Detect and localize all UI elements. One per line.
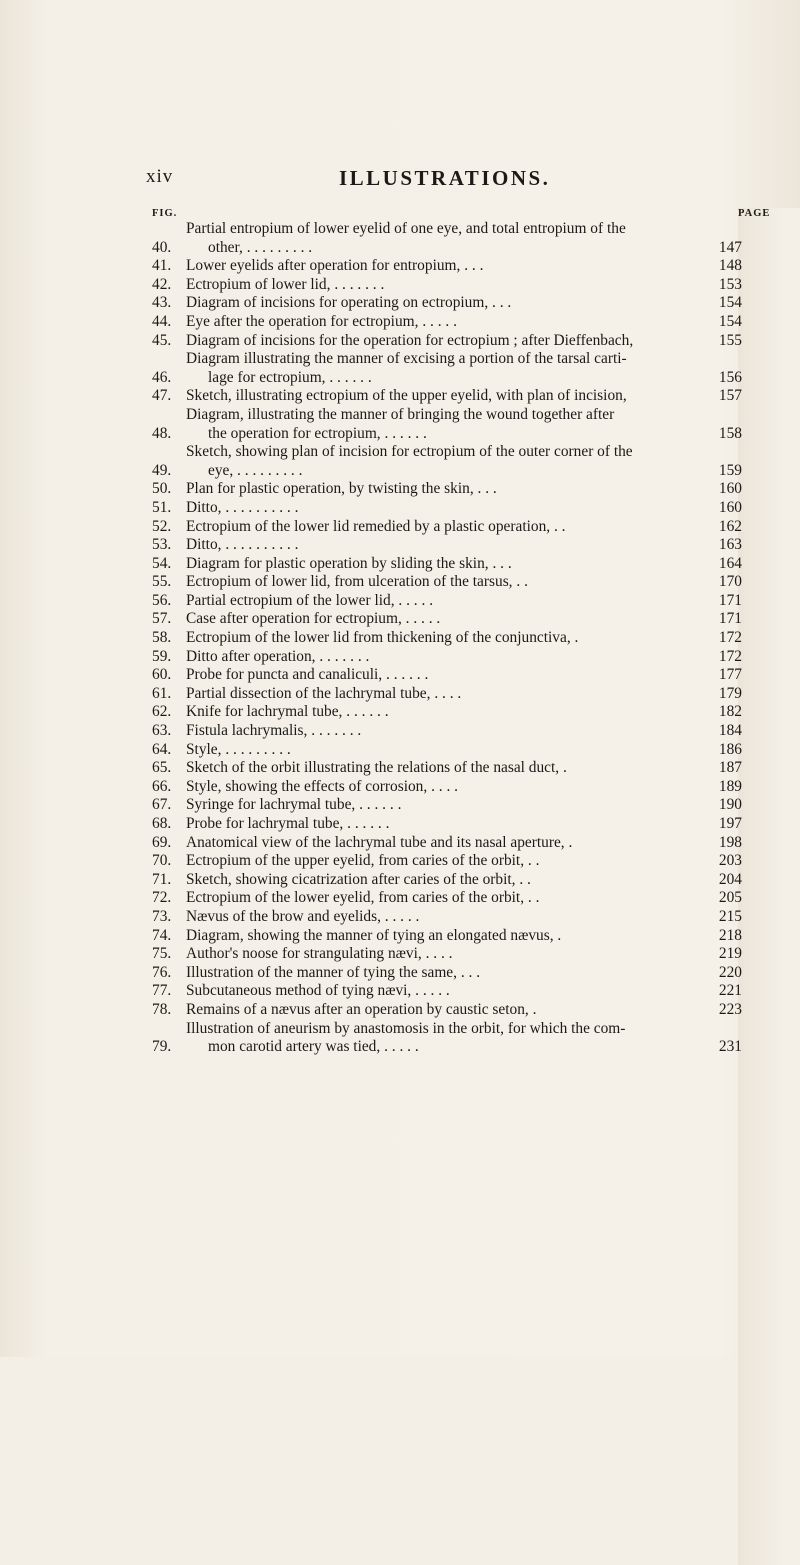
- caption-line: Ectropium of the lower lid remedied by a plastic operation, . .: [186, 517, 566, 535]
- page-reference: 163: [718, 536, 742, 554]
- figure-caption: [186, 257, 700, 276]
- caption-line: Diagram, showing the manner of tying an elongated nævus, .: [186, 926, 562, 944]
- figure-number: 48.: [152, 424, 172, 442]
- list-item: [152, 982, 742, 1001]
- page-reference: 179: [718, 684, 742, 702]
- caption-line: Ectropium of the lower eyelid, from caries of the orbit, . .: [186, 889, 540, 907]
- figure-number: 42.: [152, 275, 172, 293]
- page-reference: 220: [718, 963, 742, 981]
- caption-line: Style, . . . . . . . . .: [186, 740, 291, 758]
- page-reference: 223: [718, 1000, 742, 1018]
- figure-number: 78.: [152, 1000, 172, 1018]
- list-item: [152, 480, 742, 499]
- caption-line: Remains of a nævus after an operation by caustic seton, .: [186, 1000, 537, 1018]
- caption-line: Syringe for lachrymal tube, . . . . . .: [186, 796, 402, 814]
- illustrations-list: [152, 220, 742, 1057]
- figure-caption: [186, 350, 700, 387]
- list-item: [152, 703, 742, 722]
- figure-number: 52.: [152, 517, 172, 535]
- caption-line: Ectropium of the upper eyelid, from caries of the orbit, . .: [186, 852, 540, 870]
- figure-caption: [186, 648, 700, 667]
- figure-number: 67.: [152, 796, 172, 814]
- figure-caption: [186, 945, 700, 964]
- figure-number: 41.: [152, 257, 172, 275]
- figure-number: 43.: [152, 294, 172, 312]
- list-item: [152, 313, 742, 332]
- page-reference: 154: [718, 312, 742, 330]
- page-reference: 219: [718, 945, 742, 963]
- caption-line: Style, showing the effects of corrosion, . . . .: [186, 777, 458, 795]
- list-item: [152, 666, 742, 685]
- caption-line: Illustration of aneurism by anastomosis in the orbit, for which the com-: [186, 1019, 626, 1037]
- list-item: [152, 555, 742, 574]
- list-item: [152, 518, 742, 537]
- page-reference: 157: [718, 387, 742, 405]
- figure-caption: [186, 387, 700, 406]
- figure-number: 45.: [152, 331, 172, 349]
- page-reference: 170: [718, 573, 742, 591]
- page-reference: 186: [718, 740, 742, 758]
- page-reference: 156: [718, 368, 742, 386]
- figure-number: 56.: [152, 591, 172, 609]
- page-reference: 158: [718, 424, 742, 442]
- figure-number: 51.: [152, 498, 172, 516]
- figure-number: 64.: [152, 740, 172, 758]
- page-reference: 159: [718, 461, 742, 479]
- page-reference: 190: [718, 796, 742, 814]
- list-item: [152, 778, 742, 797]
- figure-number: 72.: [152, 889, 172, 907]
- figure-number: 50.: [152, 480, 172, 498]
- caption-line: Diagram for plastic operation by sliding the skin, . . .: [186, 554, 512, 572]
- page-reference: 147: [718, 238, 742, 256]
- list-item: [152, 592, 742, 611]
- figure-caption: [186, 908, 700, 927]
- figure-caption: [186, 480, 700, 499]
- figure-caption: [186, 815, 700, 834]
- list-item: [152, 629, 742, 648]
- page-reference: 203: [718, 852, 742, 870]
- running-head: ILLUSTRATIONS.: [339, 166, 551, 190]
- caption-line: Diagram of incisions for operating on ectropium, . . .: [186, 294, 512, 312]
- figure-number: 62.: [152, 703, 172, 721]
- page-column-heading: PAGE: [738, 208, 800, 1565]
- page-reference: 198: [718, 833, 742, 851]
- figure-caption: [186, 982, 700, 1001]
- list-item: [152, 834, 742, 853]
- list-item: [152, 573, 742, 592]
- list-item: [152, 722, 742, 741]
- figure-caption: [186, 294, 700, 313]
- page-reference: 160: [718, 498, 742, 516]
- caption-line: Sketch, showing plan of incision for ectropium of the outer corner of the: [186, 443, 633, 461]
- page-reference: 231: [718, 1038, 742, 1056]
- figure-caption: [186, 703, 700, 722]
- figure-number: 74.: [152, 926, 172, 944]
- figure-caption: [186, 610, 700, 629]
- caption-line: Subcutaneous method of tying nævi, . . . . .: [186, 982, 450, 1000]
- list-item: [152, 759, 742, 778]
- page-reference: 172: [718, 629, 742, 647]
- list-item: [152, 889, 742, 908]
- caption-line: Eye after the operation for ectropium, . . . . .: [186, 312, 457, 330]
- caption-line: Ditto, . . . . . . . . . .: [186, 498, 299, 516]
- figure-number: 58.: [152, 629, 172, 647]
- caption-line: Diagram of incisions for the operation for ectropium ; after Dieffenbach,: [186, 331, 634, 349]
- figure-caption: [186, 759, 700, 778]
- figure-number: 55.: [152, 573, 172, 591]
- caption-line: Probe for puncta and canaliculi, . . . . . .: [186, 666, 429, 684]
- page-reference: 189: [718, 777, 742, 795]
- list-item: [152, 815, 742, 834]
- figure-caption: [186, 889, 700, 908]
- list-item: [152, 350, 742, 387]
- caption-line: Partial entropium of lower eyelid of one eye, and total entropium of the: [186, 220, 626, 237]
- figure-number: 75.: [152, 945, 172, 963]
- figure-caption: [186, 518, 700, 537]
- caption-line: lage for ectropium, . . . . . .: [208, 368, 372, 386]
- list-item: [152, 1001, 742, 1020]
- figure-caption: [186, 555, 700, 574]
- figure-number: 65.: [152, 759, 172, 777]
- caption-line: Partial ectropium of the lower lid, . . . . .: [186, 591, 434, 609]
- list-item: [152, 1020, 742, 1057]
- caption-line: Case after operation for ectropium, . . . . .: [186, 610, 441, 628]
- figure-caption: [186, 871, 700, 890]
- list-item: [152, 610, 742, 629]
- page-reference: 204: [718, 870, 742, 888]
- figure-caption: [186, 443, 700, 480]
- list-item: [152, 536, 742, 555]
- figure-caption: [186, 927, 700, 946]
- page-reference: 172: [718, 647, 742, 665]
- list-item: [152, 648, 742, 667]
- page-reference: 154: [718, 294, 742, 312]
- figure-caption: [186, 332, 700, 351]
- list-item: [152, 257, 742, 276]
- caption-line: Fistula lachrymalis, . . . . . . .: [186, 722, 362, 740]
- page-reference: 218: [718, 926, 742, 944]
- caption-line: Author's noose for strangulating nævi, . . . .: [186, 945, 453, 963]
- page-reference: 197: [718, 815, 742, 832]
- list-item: [152, 871, 742, 890]
- list-item: [152, 852, 742, 871]
- figure-number: 76.: [152, 963, 172, 981]
- caption-line: mon carotid artery was tied, . . . . .: [208, 1038, 419, 1056]
- list-item: [152, 741, 742, 760]
- figure-number: 61.: [152, 684, 172, 702]
- figure-number: 40.: [152, 238, 172, 256]
- page-reference: 155: [718, 331, 742, 349]
- list-item: [152, 332, 742, 351]
- figure-number: 69.: [152, 833, 172, 851]
- page-header: [146, 166, 740, 192]
- figure-caption: [186, 276, 700, 295]
- figure-number: 54.: [152, 554, 172, 572]
- figure-caption: [186, 629, 700, 648]
- figure-number: 68.: [152, 815, 172, 832]
- figure-caption: [186, 834, 700, 853]
- figure-number: 60.: [152, 666, 172, 684]
- list-item: [152, 908, 742, 927]
- page-reference: 160: [718, 480, 742, 498]
- caption-line: Ditto, . . . . . . . . . .: [186, 536, 299, 554]
- list-item: [152, 945, 742, 964]
- list-item: [152, 964, 742, 983]
- figure-number: 63.: [152, 722, 172, 740]
- figure-number: 53.: [152, 536, 172, 554]
- figure-number: 66.: [152, 777, 172, 795]
- page-reference: 182: [718, 703, 742, 721]
- page-reference: 205: [718, 889, 742, 907]
- caption-line: eye, . . . . . . . . .: [208, 461, 303, 479]
- list-item: [152, 685, 742, 704]
- figure-caption: [186, 592, 700, 611]
- caption-line: Ectropium of the lower lid from thickening of the conjunctiva, .: [186, 629, 579, 647]
- figure-number: 44.: [152, 312, 172, 330]
- page-reference: 164: [718, 554, 742, 572]
- figure-caption: [186, 313, 700, 332]
- figure-number: 46.: [152, 368, 172, 386]
- caption-line: Plan for plastic operation, by twisting the skin, . . .: [186, 480, 497, 498]
- caption-line: other, . . . . . . . . .: [208, 238, 313, 256]
- page-reference: 221: [718, 982, 742, 1000]
- figure-caption: [186, 778, 700, 797]
- figure-number: 77.: [152, 982, 172, 1000]
- caption-line: Sketch, showing cicatrization after caries of the orbit, . .: [186, 870, 531, 888]
- caption-line: Ectropium of lower lid, . . . . . . .: [186, 275, 385, 293]
- page-reference: 171: [718, 610, 742, 628]
- caption-line: the operation for ectropium, . . . . . .: [208, 424, 427, 442]
- figure-number: 59.: [152, 647, 172, 665]
- caption-line: Knife for lachrymal tube, . . . . . .: [186, 703, 389, 721]
- list-item: [152, 499, 742, 518]
- figure-caption: [186, 220, 700, 257]
- caption-line: Ectropium of lower lid, from ulceration of the tarsus, . .: [186, 573, 528, 591]
- caption-line: Sketch of the orbit illustrating the relations of the nasal duct, .: [186, 759, 567, 777]
- list-item: [152, 276, 742, 295]
- figure-caption: [186, 499, 700, 518]
- caption-line: Lower eyelids after operation for entropium, . . .: [186, 257, 484, 275]
- page-reference: 153: [718, 275, 742, 293]
- figure-caption: [186, 666, 700, 685]
- figure-number: 71.: [152, 870, 172, 888]
- caption-line: Ditto after operation, . . . . . . .: [186, 647, 370, 665]
- fig-column-heading: FIG.: [152, 208, 178, 219]
- figure-number: 73.: [152, 907, 172, 925]
- figure-caption: [186, 1020, 700, 1057]
- figure-caption: [186, 573, 700, 592]
- caption-line: Diagram illustrating the manner of excising a portion of the tarsal carti-: [186, 350, 627, 368]
- list-item: [152, 796, 742, 815]
- caption-line: Probe for lachrymal tube, . . . . . .: [186, 815, 390, 832]
- figure-caption: [186, 1001, 700, 1020]
- caption-line: Partial dissection of the lachrymal tube, . . . .: [186, 684, 462, 702]
- list-item: [152, 387, 742, 406]
- page-reference: 148: [718, 257, 742, 275]
- page-reference: 215: [718, 907, 742, 925]
- caption-line: Diagram, illustrating the manner of bringing the wound together after: [186, 405, 615, 423]
- page-reference: 177: [718, 666, 742, 684]
- figure-number: 47.: [152, 387, 172, 405]
- figure-caption: [186, 741, 700, 760]
- list-item: [152, 927, 742, 946]
- list-item: [152, 294, 742, 313]
- figure-caption: [186, 852, 700, 871]
- figure-caption: [186, 685, 700, 704]
- figure-caption: [186, 406, 700, 443]
- caption-line: Anatomical view of the lachrymal tube and its nasal aperture, .: [186, 833, 573, 851]
- figure-caption: [186, 536, 700, 555]
- figure-number: 57.: [152, 610, 172, 628]
- figure-number: 49.: [152, 461, 172, 479]
- page-reference: 171: [718, 591, 742, 609]
- caption-line: Illustration of the manner of tying the same, . . .: [186, 963, 481, 981]
- list-item: [152, 443, 742, 480]
- list-item: [152, 406, 742, 443]
- figure-number: 79.: [152, 1038, 172, 1056]
- figure-caption: [186, 964, 700, 983]
- page-number: xiv: [146, 166, 174, 187]
- caption-line: Sketch, illustrating ectropium of the upper eyelid, with plan of incision,: [186, 387, 627, 405]
- figure-number: 70.: [152, 852, 172, 870]
- figure-caption: [186, 796, 700, 815]
- page-reference: 184: [718, 722, 742, 740]
- figure-caption: [186, 722, 700, 741]
- page-reference: 187: [718, 759, 742, 777]
- caption-line: Nævus of the brow and eyelids, . . . . .: [186, 907, 420, 925]
- list-item: [152, 220, 742, 257]
- page-reference: 162: [718, 517, 742, 535]
